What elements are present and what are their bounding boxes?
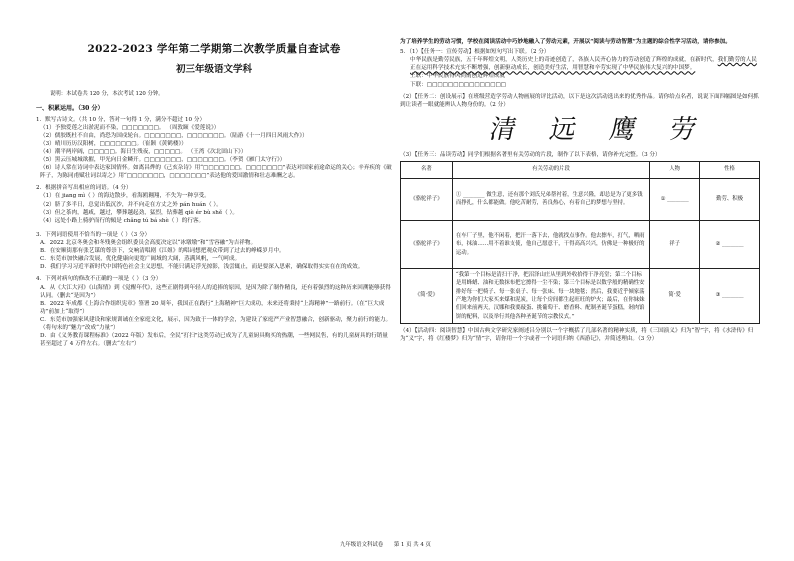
couplet-lower: 下联：□□□□□□□□□□□□□□□	[410, 81, 507, 88]
table-header: 性格	[700, 161, 760, 178]
person-cell[interactable]: ① ________	[650, 178, 700, 220]
excerpt-cell: ① ________ 做生意，还有那个刘氏兄弟帮衬着，生意兴隆，却总是为了更多钱而挣扎，什么都能做。他吃苦耐劳，善良热心，有着自己的梦想与坚持。	[452, 178, 649, 220]
table-header: 名著	[401, 161, 453, 178]
exam-subtitle: 初三年级语文学科	[175, 64, 252, 76]
option: C．东莞市加快融合发展，优化健康向更宽广阔域的大阔，蒸满风帆，一气呵成。	[40, 256, 241, 263]
question-stem: 4．下列对病句的修改不正确的一项是（ ）（3 分）	[36, 276, 162, 283]
question-stem: 1．默写古诗文。（共 10 分，答对一句得 1 分，满分不超过 10 分）	[36, 116, 206, 123]
passage-text: 中华民族是勤劳民族，五千年辉煌文明，人类历史上的奇迹创造了，各族人民齐心协力的劳动创造了辉煌的成就，在新时代，	[410, 57, 718, 64]
person-cell: 祥子	[650, 220, 700, 268]
answer-line: （5）黑云压城城欲摧，甲光向日金鳞开。□□□□□□□，□□□□□□□。（李贺《雁门太守行》）	[40, 157, 286, 164]
question-4	[36, 275, 392, 348]
question-stem: 5．（1）【任务一：宣传劳动】根据如短句写出下联。（2 分）	[400, 49, 550, 56]
activity-intro: 为了培养学生的劳动习惯，学校在阅读活动中巧妙地融入了劳动元素，开展以“阅读与劳动智慧”为主题的综合性学习活动，请你参加。	[400, 39, 731, 45]
right-column	[400, 38, 760, 344]
question-stem: （2）【任务二：创设展示】在班级营造学劳动人物画展的评比活动，以下是这次活动选出来的优秀作品。请你给点名者，说说下面四幅图是如何抓到让读者一眼就能辨认人物身份的。（2 分）	[400, 93, 759, 108]
answer-line: （2）儒胶既杜不自由，尚恐为国戍轮台。□□□□□□□，□□□□□□□。（陆游《十一月四日风雨大作》）	[40, 132, 308, 139]
trait-cell[interactable]: ② ________	[700, 220, 760, 268]
answer-line: （3）但之茶肉，越咸，越过，攀葬越起劲，猛烈，钻葬越 qiè ér bù shě（ ）。	[40, 209, 238, 216]
question-5-1	[400, 48, 760, 89]
question-stem: 2．根据拼音写出相应的词语。（4 分）	[36, 185, 132, 192]
book-cell: 《简·爱》	[401, 268, 453, 323]
question-stem: （4）【活动四：阅读智慧】中国古典文学研究家阐述吕分别以一个字概括了几部名著的精神实质，将《三国演义》归为“智”字，将《水浒传》归为“义”字，将《红楼梦》归为“情”字，请你用一个字或者一个词语归纳《西游记》，并简述理由。（3 分）	[400, 328, 754, 343]
section-heading: 一、积累运用。（30 分）	[36, 104, 104, 112]
calligraphy-images	[486, 114, 760, 145]
table-header: 人物	[650, 161, 700, 178]
calligraphy-glyph: 劳	[666, 114, 700, 145]
option: C．东莞市加强家风建设和家规训诫在全家庭文化，展示，因为致于一体的学会，为建设了家庭严产业智慧融合，创新驱动，聚力前行的能力。（将句末的“魅力”改成“力量”）	[40, 317, 392, 332]
person-cell: 简·爱	[650, 268, 700, 323]
table-row	[401, 268, 760, 323]
excerpt-cell: 在车厂子里，他不闲着，把汗一落下去，他就找点事作。他去擦车，打气，晒雨布，抹油……用不着谁支使，他自己愿意干，干得高高兴兴，仿佛是一种极好的运动。	[452, 220, 649, 268]
answer-line: （2）脐了多半日，总觉出低沉沙，并不向走在方丈之外 pán huán（ ）。	[40, 201, 222, 208]
exam-title: 2022-2023 学年第二学期第二次教学质量自查试卷	[87, 43, 341, 55]
table-header-row	[401, 161, 760, 178]
table-header: 有关劳动的片段	[452, 161, 649, 178]
exam-note: 说明：本试卷共 120 分，本次考试 120 分钟。	[50, 90, 164, 97]
answer-line: （4）远处小路上骑驴而行的傾是 chǎng tú bá shè（ ）的行客。	[40, 217, 205, 224]
question-5-2	[400, 93, 760, 143]
option: A．2022 北京冬奥会和冬残奥会组织委员会高度决定以“冰墩墩”和“雪容融”为吉祥物。	[40, 240, 257, 247]
excerpt-cell: “我第一个目标是清扫干净，把沼泽山庄从里到外收拾得干净亮堂；第二个目标是用蜂蜡、油和无数抹布把它擦得一尘不染；第三个目标是以数学般的精确性安排好每一把椅子、每一张桌子、每一张床、每一块地毯；然后，我要近乎倾家荡产地为你们大家买来煤和泥炭，让每个房间都生起旺旺的炉火；最后，在你妹妹们回来前两天，汉娜和我要敲蛋、挑葡萄干、磨香料、配制圣诞节蛋糕，剁肉馅饼的配料，以及举行其他各种圣诞节的宗教仪式。”	[452, 268, 649, 323]
labor-table	[400, 161, 760, 324]
book-cell: 《骆驼祥子》	[401, 220, 453, 268]
answer-line: （4）潮平两岸阔，□□□□□。海日生残夜，□□□□□。 （王湾《次北固山下》）	[40, 148, 247, 155]
trait-cell: 勤劳、积极	[700, 178, 760, 220]
option: D．我们学习习近平新时代中国特色社会主义思想，不能只满足浮光掠影，浅尝辄止，而是要深入思索，确保取得实实在在的成效。	[40, 264, 364, 271]
calligraphy-glyph: 远	[546, 114, 580, 145]
table-row	[401, 178, 760, 220]
option: B．在安顺街那有张艺谋的尊崇下，交响清唱剧《江姐》的唱词想把观众带到了过去的峥嵘岁月中。	[40, 248, 285, 255]
calligraphy-glyph: 清	[486, 114, 520, 145]
answer-line: （1）予独爱莲之出淤泥而不染，□□□□□□□。 （周敦颐《爱莲说》）	[40, 124, 220, 131]
question-stem: （3）【任务三：品读劳动】同学们根据名著里有关劳动的片段，制作了以下表格，请你补充完整。（3 分）	[400, 151, 661, 158]
option: A．从《大江大河》《山海情》到《觉醒年代》，这些正剧得到年轻人的追捧的原因，是因为除了制作精良，还有着强烈的这种历来回溯能够获得认同。（删去“是因为”）	[40, 284, 391, 299]
answer-line: （6）诗人常在诗词中表达家国情怀。如离昌烨的《己亥杂诗》用“□□□□□□□，□□□□□□□”表达对国家前途命运的关心；辛弃疾的《破阵子，为陈同甫赋壮词以寄之》用“□□□□□□□，□□□□□□□”表达他的爱国激情和壮志难酬之志。	[40, 165, 392, 180]
question-3	[36, 231, 392, 272]
page-footer: 九年级语文科试卷 第 1 页 共 4 页	[340, 542, 431, 548]
passage	[410, 56, 760, 72]
option: D．由《义务教育课程标准》（2022 年版）发布后，全民“打扫”这类劳动已成为了儿童厨具购买的热潮，一些网民售，有的儿童厨具的行销量甚至超过了 4 万件左右。（删去“左右”）	[40, 333, 388, 348]
answer-line: （3）晴川历历汉阳树，□□□□□□□。（崔颢《黄鹤楼》）	[40, 140, 187, 147]
option: B．2022 年成都《上海合作组织宪章》签署 20 周年，我国正在践行“上海精神”巨大成功，未来还将秉持“上海精神”一路前行。（在“巨大成功”前加上“取得”）	[40, 300, 385, 315]
question-5-4	[400, 327, 760, 343]
calligraphy-glyph: 鹰	[606, 114, 640, 145]
question-5-3	[400, 151, 760, 324]
question-stem: 3．下列词语使用不恰当的一项是（ ）（3 分）	[36, 231, 151, 238]
question-1	[36, 116, 392, 181]
passage-wavy-text: 我们勤劳的人民正在运用科学技术充实不断增强，创新驱动成长，创造美好生活，用智慧和辛劳实现了中华民族伟大复兴的中国梦。	[410, 57, 757, 72]
book-cell: 《骆驼祥子》	[401, 178, 453, 220]
couplet-upper: 上联：中华民族得风尚南创造辉煌成就	[410, 73, 506, 80]
answer-line: （1）在 jiang mì（ ）的海边散步，看海鸥翱翔，不失为一种享受。	[40, 193, 210, 200]
table-row	[401, 220, 760, 268]
left-column	[36, 36, 392, 349]
question-2	[36, 184, 392, 225]
trait-cell[interactable]: ③ ________	[700, 268, 760, 323]
